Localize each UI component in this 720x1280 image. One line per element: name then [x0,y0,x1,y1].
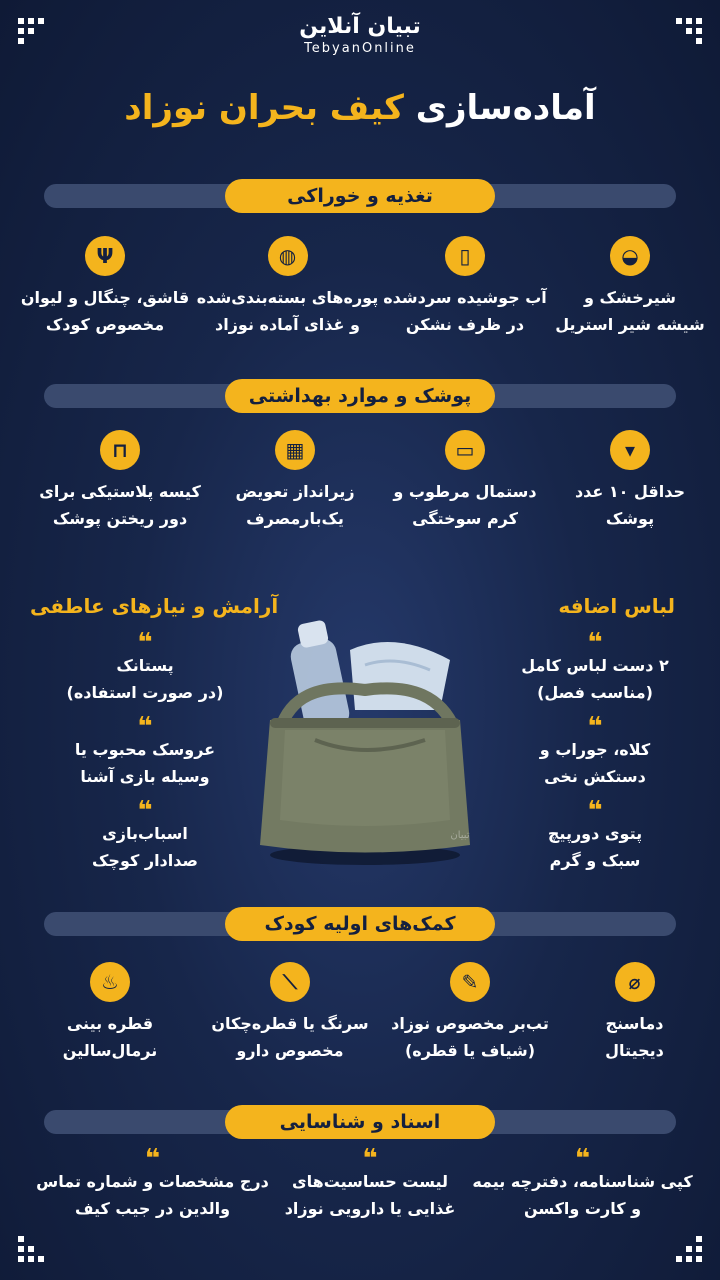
item-line: ۲ دست لباس کامل [521,656,669,675]
item-line: سبک و گرم [549,851,641,870]
title-part-1: آماده‌سازی [415,88,596,128]
item-line: (شیاف یا قطره) [404,1041,536,1060]
clothes-item [495,712,695,790]
item-line: و غذای آماده نوزاد [215,315,360,334]
item-line: دماسنج [605,1014,664,1033]
quote-icon: ❝ [137,628,153,658]
item-line: آب جوشیده سردشده [383,288,547,307]
item-line: نرمال‌سالین [62,1041,158,1060]
item-line: مخصوص کودک [45,315,165,334]
plastic-bag-icon: ⊓ [100,430,140,470]
item-line: اسباب‌بازی [102,824,188,843]
item-line: در ظرف نشکن [405,315,525,334]
item-line: والدین در جیب کیف [74,1199,231,1218]
section-title-documents: اسناد و شناسایی [225,1105,495,1139]
quote-icon: ❝ [137,796,153,826]
corner-ornament-bottom-right [676,1236,702,1262]
item-line: لیست حساسیت‌های [291,1172,449,1191]
section-title-firstaid: کمک‌های اولیه کودک [225,907,495,941]
item-line: درج مشخصات و شماره تماس [36,1172,269,1191]
watermark: تبیان [450,830,470,841]
thermometer-icon: ⌀ [615,962,655,1002]
quote-icon: ❝ [137,712,153,742]
firstaid-item-nasal-drops [25,962,195,1064]
documents-item [470,1144,695,1222]
nasal-drops-icon: ♨ [90,962,130,1002]
item-line: قاشق، چنگال و لیوان [20,288,190,307]
diaper-icon: ▾ [610,430,650,470]
item-line: وسیله بازی آشنا [80,767,210,786]
item-line: شیشه شیر استریل [555,315,705,334]
title-part-2: کیف بحران نوزاد [124,88,404,128]
item-line: پتوی دورپیچ [547,824,643,843]
food-item-cutlery [15,236,195,338]
hygiene-item-plastic-bag [20,430,220,532]
documents-item [30,1144,275,1222]
item-line: پستانک [116,656,174,675]
item-line: دور ریختن پوشک [52,509,188,528]
item-line: کلاه، جوراب و [539,740,651,759]
quote-icon: ❝ [144,1144,161,1174]
firstaid-item-syringe [205,962,375,1064]
page-title [0,88,720,128]
section-title-comfort: آرامش و نیازهای عاطفی [30,594,279,618]
item-line: یک‌بارمصرف [246,509,344,528]
item-line: قطره بینی [66,1014,154,1033]
section-title-hygiene: پوشک و موارد بهداشتی [225,379,495,413]
item-line: تب‌بر مخصوص نوزاد [391,1014,549,1033]
logo-english: TebyanOnline [304,41,416,56]
item-line: سرنگ یا قطره‌چکان [211,1014,369,1033]
item-line: (در صورت استفاده) [66,683,224,702]
item-line: و کارت واکسن [523,1199,642,1218]
food-item-puree [195,236,380,338]
quote-icon: ❝ [587,628,603,658]
firstaid-item-fever-reducer [385,962,555,1064]
item-line: (مناسب فصل) [537,683,653,702]
corner-ornament-bottom-left [18,1236,44,1262]
quote-icon: ❝ [587,712,603,742]
quote-icon: ❝ [362,1144,378,1174]
item-line: حداقل ۱۰ عدد [574,482,686,501]
item-line: صدادار کوچک [92,851,198,870]
clothes-item [495,796,695,874]
item-line: شیرخشک و [584,288,676,307]
food-item-water [380,236,550,338]
item-line: دستمال مرطوب و [393,482,537,501]
formula-spoon-icon: ◒ [610,236,650,276]
documents-item [275,1144,465,1222]
item-line: دیجیتال [605,1041,664,1060]
comfort-item [45,796,245,874]
quote-icon: ❝ [574,1144,591,1174]
item-line: پوره‌های بسته‌بندی‌شده [196,288,379,307]
hygiene-item-wipes [380,430,550,532]
item-line: کپی شناسنامه، دفترچه بیمه [472,1172,693,1191]
quote-icon: ❝ [587,796,603,826]
item-line: کرم سوختگی [412,509,518,528]
water-cup-icon: ▯ [445,236,485,276]
item-line: دستکش نخی [544,767,646,786]
cutlery-icon: Ψ [85,236,125,276]
item-line: زیرانداز تعویض [235,482,355,501]
item-line: عروسک محبوب یا [74,740,216,759]
brand-logo [0,14,720,56]
wipes-icon: ▭ [445,430,485,470]
baby-food-jar-icon: ◍ [268,236,308,276]
item-line: پوشک [605,509,655,528]
item-line: غذایی یا دارویی نوزاد [284,1199,456,1218]
changing-pad-icon: ▦ [275,430,315,470]
item-line: مخصوص دارو [236,1041,344,1060]
clothes-item [495,628,695,706]
item-line: کیسه پلاستیکی برای [39,482,201,501]
section-title-food: تغذیه و خوراکی [225,179,495,213]
hygiene-item-diaper [545,430,715,532]
logo-persian: تبیان آنلاین [299,14,421,39]
firstaid-item-thermometer [552,962,717,1064]
comfort-item [45,628,245,706]
section-title-clothes: لباس اضافه [558,594,675,618]
hygiene-item-changing-pad [210,430,380,532]
food-item-formula [545,236,715,338]
syringe-icon: ⟋ [270,962,310,1002]
comfort-item [45,712,245,790]
fever-reducer-icon: ✎ [450,962,490,1002]
